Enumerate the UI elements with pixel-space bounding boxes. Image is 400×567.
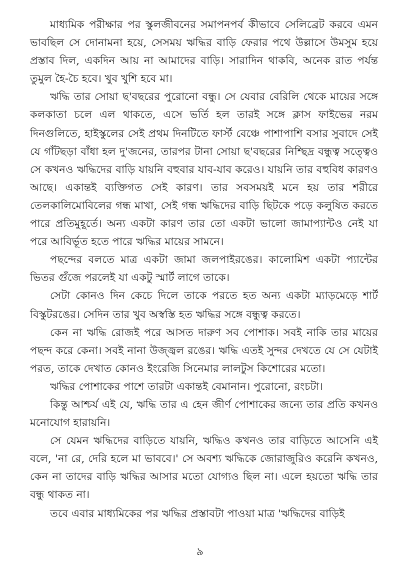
paragraph-9: তবে এবার মাধ্যমিকের পর ঋদ্ধির প্রস্তাবটা পাওয়া মাত্র 'ঋদ্ধিদের বাড়িই	[50, 507, 345, 520]
paragraph-6: ঋদ্ধির পোশাকের পাশে তারটা একান্তই বেমানান। পুরোনো, রংচটা।	[50, 380, 323, 393]
paragraph-8: সে যেমন ঋদ্ধিদের বাড়িতে যায়নি, ঋদ্ধিও কখনও তার বাড়িতে আসেনি এই বলে, 'না রে, দেরি হলে মা ভাববে।' সে অবশ্য ঋদ্ধিকে জোরাজুরিও করেনি কখনও, কেন না তাদের বাড়ি ঋদ্ধির আসার মতো যোগ্যও ছিল না। এলে হয়তো ঋদ্ধি তার বন্ধু থাকত না।	[30, 435, 378, 502]
page-number: ৯	[196, 545, 204, 558]
paragraph-1: মাধ্যমিক পরীক্ষার পর স্কুলজীবনের সমাপনপর্ব কীভাবে সেলিব্রেট করবে এমন ভাবছিল সে দোনামনা হয়ে, সেসময় ঋদ্ধির বাড়ি ফেরার পথে উল্লাসে উমসুম হয়ে প্রস্তাব দিল, একদিন আয় না আমাদের বাড়ি। সারাদিন থাকবি, অনেক রাত পর্যন্ত তুমুল হৈ-চৈ হবে। খুব খুশি হবে মা।	[30, 19, 378, 86]
paragraph-5: কেন না ঋদ্ধি রোজই পরে আসত দারুণ সব পোশাক। সবই নাকি তার মায়ের পছন্দ করে কেনা। সবই নানা উজ্জ্বল রঙের। ঋদ্ধি এতই সুন্দর দেখতে যে সে যেটাই পরত, তাকে দেখাত কোনও ইংরেজি সিনেমার লালটুস কিশোরের মতো।	[30, 326, 378, 375]
paragraph-7: কিন্তু আশ্চর্য এই যে, ঋদ্ধি তার এ হেন জীর্ণ পোশাকের জন্যে তার প্রতি কখনও মনোযোগ হারায়নি।	[30, 398, 378, 430]
paragraph-4: সেটা কোনও দিন কেচে দিলে তাকে পরতে হত অন্য একটা ম্যাড়মেড়ে শার্ট বিস্কুটরঙের। সেদিন তার খুব অস্বস্তি হত ঋদ্ধির সঙ্গে বন্ধুত্ব করতে।	[30, 290, 378, 321]
paragraph-3: পছন্দের বলতে মাত্র একটা জামা জলপাইরঙের। কালোমিশ একটা প্যান্টের ভিতর গুঁজে পরলেই যা একটু স্মার্ট লাগে তাকে।	[30, 254, 378, 285]
paragraph-2: ঋদ্ধি তার সোয়া ছ'বছরের পুরোনো বন্ধু। সে যেবার বেরিলি থেকে মায়ের সঙ্গে কলকাতা চলে এল থাকতে, এসে ভর্তি হল তারই সঙ্গে ক্লাস ফাইভের নরম দিনগুলিতে, হাইস্কুলের সেই প্রথম দিনটিতে ফার্স্ট বেঞ্চে পাশাপাশি বসার সুবাদে সেই যে গাঁটছড়া বাঁধা হল দু'জনের, তারপর টানা সোয়া ছ'বছরের নিশ্ছিদ্র বন্ধুত্ব সত্ত্বেও সে কখনও ঋদ্ধিদের বাড়ি যায়নি বহুবার যাব-যাব করেও। যায়নি তার বহুবিধ কারণও আছে। একান্তই ব্যক্তিগত সেই কারণ। তার সবসময়ই মনে হয় তার শরীরে তেলকালিমোবিলের গন্ধ মাখা, সেই গন্ধ ঋদ্ধিদের বাড়ি ছিটকে পড়ে কলুষিত করতে পারে প্রতিমুহূর্তে। অন্য একটা কারণ তার তো একটা ভালো জামাপ্যান্টও নেই যা পরে আবির্ভূত হতে পারে ঋদ্ধির মায়ের সামনে।	[30, 91, 378, 249]
